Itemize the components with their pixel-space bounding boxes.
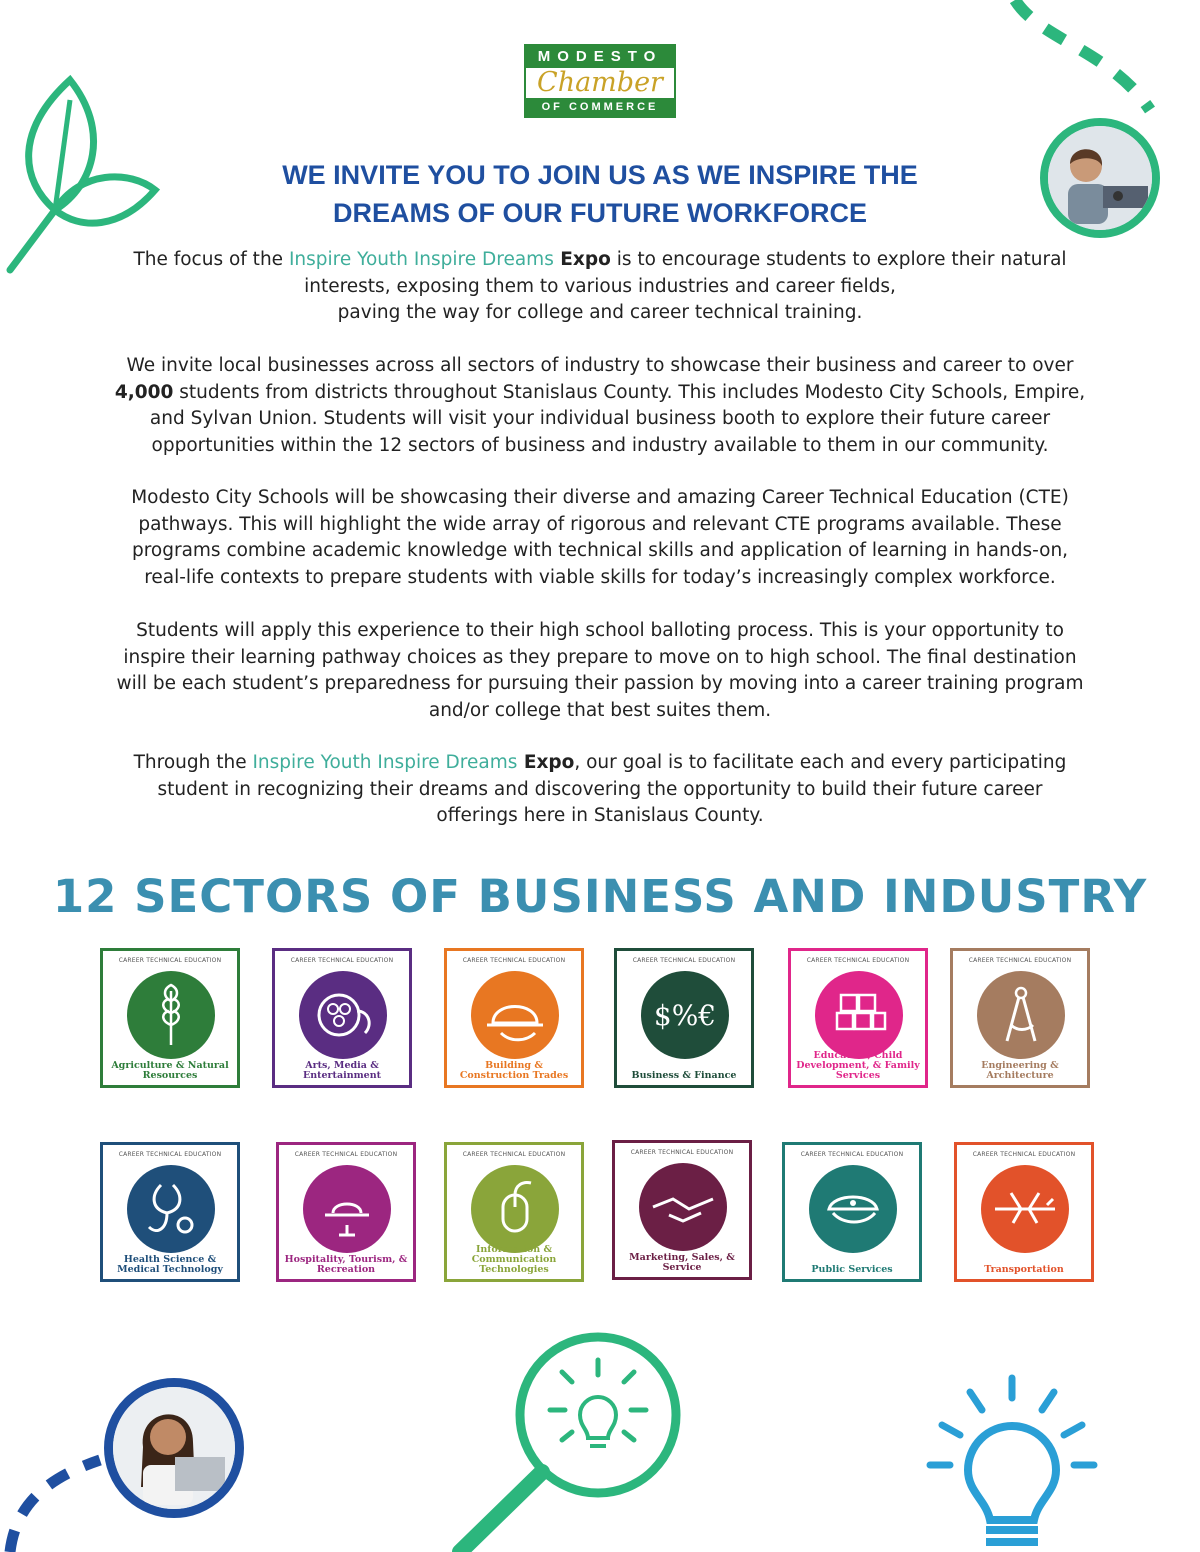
sector-label: Agriculture & Natural Resources	[111, 1060, 229, 1081]
text-line: Students will apply this experience to their high school balloting process. This is your opportunity to	[136, 620, 1064, 641]
sector-label: Information & Communication Technologies	[471, 1244, 557, 1275]
sector-tile	[444, 948, 584, 1088]
balloting-paragraph	[100, 618, 1100, 724]
text-span: , our goal is to facilitate each and every participating	[574, 752, 1067, 773]
hard-hat-icon	[471, 971, 559, 1059]
tile-caption: CAREER TECHNICAL EDUCATION	[968, 957, 1072, 964]
text-line: Modesto City Schools will be showcasing their diverse and amazing Career Technical Education (CTE)	[131, 487, 1069, 508]
airplane-icon	[981, 1165, 1069, 1253]
mouse-icon	[471, 1165, 559, 1253]
sector-tile	[612, 1140, 752, 1280]
sector-tile	[276, 1142, 416, 1282]
sector-tile	[614, 948, 754, 1088]
text-line: inspire their learning pathway choices as they prepare to move on to high school. The final destination	[123, 646, 1077, 668]
expo-name-highlight: Inspire Youth Inspire Dreams	[288, 249, 554, 270]
text-span: Through the	[133, 752, 253, 773]
handshake-icon	[639, 1163, 727, 1251]
serving-tray-icon	[303, 1165, 391, 1253]
sector-label: Engineering & Architecture	[981, 1060, 1059, 1081]
sector-tile	[100, 948, 240, 1088]
police-cap-icon	[809, 1165, 897, 1253]
expo-word: Expo	[553, 249, 611, 270]
logo-bottom-text: OF COMMERCE	[526, 98, 674, 116]
student-count: 4,000	[114, 381, 174, 403]
blocks-icon	[815, 971, 903, 1059]
text-line: interests, exposing them to various industries and career fields,	[304, 275, 896, 297]
tile-caption: CAREER TECHNICAL EDUCATION	[290, 957, 394, 964]
tile-caption: CAREER TECHNICAL EDUCATION	[118, 957, 222, 964]
headline-line-1: WE INVITE YOU TO JOIN US AS WE INSPIRE THE	[282, 160, 918, 190]
invite-paragraph	[100, 353, 1100, 459]
stethoscope-icon	[127, 1165, 215, 1253]
sector-tile	[950, 948, 1090, 1088]
headline-line-2: DREAMS OF OUR FUTURE WORKFORCE	[333, 198, 867, 228]
cte-paragraph	[100, 485, 1100, 591]
tile-caption: CAREER TECHNICAL EDUCATION	[972, 1151, 1076, 1158]
text-span: students from districts throughout Stanislaus County. This includes Modesto City Schools, Empire,	[173, 381, 1086, 403]
sector-label: Health Science & Medical Technology	[117, 1254, 223, 1275]
compass-icon	[977, 971, 1065, 1059]
tile-caption: CAREER TECHNICAL EDUCATION	[632, 957, 736, 964]
sector-tile	[272, 948, 412, 1088]
currency-icon	[641, 971, 729, 1059]
text-span: is to encourage students to explore their natural	[610, 249, 1067, 270]
logo-top-text: MODESTO	[526, 46, 674, 68]
student-photo-circle	[1040, 118, 1160, 238]
text-line: paving the way for college and career technical training.	[337, 302, 863, 323]
text-line: programs combine academic knowledge with technical skills and application of learning in hands-on,	[131, 540, 1069, 561]
text-line: and Sylvan Union. Students will visit your individual business booth to explore their future career	[149, 408, 1051, 429]
text-line: We invite local businesses across all sectors of industry to showcase their business and career to over	[126, 355, 1074, 376]
sector-tile	[782, 1142, 922, 1282]
sector-tile	[954, 1142, 1094, 1282]
sector-tile	[100, 1142, 240, 1282]
lightbulb-icon	[920, 1370, 1100, 1552]
tile-caption: CAREER TECHNICAL EDUCATION	[462, 1151, 566, 1158]
tile-caption: CAREER TECHNICAL EDUCATION	[806, 957, 910, 964]
sector-label: Education, Child Development, & Family Services	[796, 1050, 920, 1081]
wheat-icon	[127, 971, 215, 1059]
tile-caption: CAREER TECHNICAL EDUCATION	[462, 957, 566, 964]
sector-label: Public Services	[811, 1264, 893, 1275]
expo-word: Expo	[517, 752, 575, 773]
text-line: pathways. This will highlight the wide array of rigorous and relevant CTE programs available. These	[138, 513, 1062, 535]
goal-paragraph	[100, 750, 1100, 830]
film-reel-icon	[299, 971, 387, 1059]
tile-caption: CAREER TECHNICAL EDUCATION	[118, 1151, 222, 1158]
sectors-title: 12 SECTORS OF BUSINESS AND INDUSTRY	[52, 870, 1148, 923]
text-line: and/or college that best suites them.	[428, 699, 772, 721]
sector-tile	[444, 1142, 584, 1282]
intro-paragraph	[100, 247, 1100, 327]
text-line: offerings here in Stanislaus County.	[436, 805, 764, 826]
student-laptop-photo-circle	[104, 1378, 244, 1518]
svg-text:$%€: $%€	[653, 999, 717, 1032]
sector-label: Building & Construction Trades	[459, 1060, 569, 1081]
text-span: The focus of the	[133, 249, 289, 270]
logo-script-text: Chamber	[537, 67, 663, 98]
text-line: student in recognizing their dreams and discovering the opportunity to build their future career	[157, 778, 1043, 800]
sector-label: Arts, Media & Entertainment	[302, 1060, 382, 1081]
tile-caption: CAREER TECHNICAL EDUCATION	[294, 1151, 398, 1158]
text-line: will be each student’s preparedness for pursuing their passion by moving into a career training program	[116, 673, 1084, 694]
sector-label: Hospitality, Tourism, & Recreation	[284, 1254, 408, 1275]
dashed-path-icon	[0, 1420, 110, 1552]
text-line: opportunities within the 12 sectors of business and industry available to them in our community.	[151, 434, 1049, 456]
chamber-logo	[524, 44, 676, 118]
magnifier-lightbulb-icon	[450, 1320, 690, 1552]
tile-caption: CAREER TECHNICAL EDUCATION	[630, 1149, 734, 1156]
tile-caption: CAREER TECHNICAL EDUCATION	[800, 1151, 904, 1158]
text-line: real-life contexts to prepare students with viable skills for today’s increasingly complex workforce.	[144, 566, 1056, 588]
sector-label: Business & Finance	[631, 1070, 737, 1081]
sector-label: Transportation	[984, 1264, 1064, 1275]
sector-tile	[788, 948, 928, 1088]
sector-label: Marketing, Sales, & Service	[629, 1252, 735, 1273]
expo-name-highlight: Inspire Youth Inspire Dreams	[252, 752, 518, 773]
page-headline	[200, 156, 1000, 232]
